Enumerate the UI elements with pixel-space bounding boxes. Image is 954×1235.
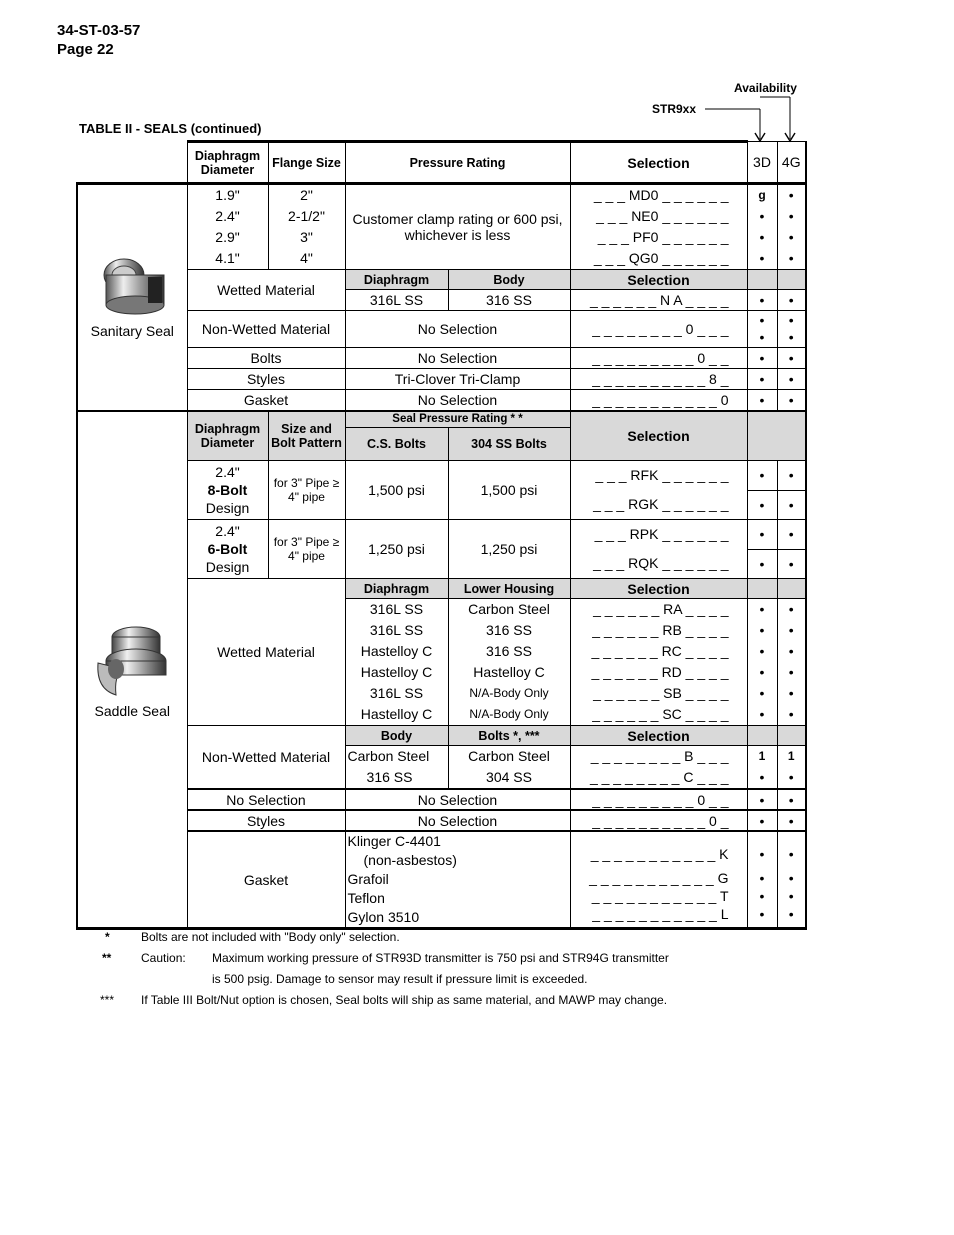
table-title: TABLE II - SEALS (continued) xyxy=(79,121,262,136)
bullet: • xyxy=(747,520,777,550)
saddle-nw-avail-4g: 1 • xyxy=(777,746,806,790)
sanitary-selection-hdr: Selection xyxy=(570,270,747,290)
sanitary-styles-value: Tri-Clover Tri-Clamp xyxy=(345,369,570,390)
bullet: • xyxy=(747,348,777,369)
sanitary-bolts-code: _ _ _ _ _ _ _ _ _ 0 _ _ xyxy=(570,348,747,369)
sanitary-diameters: 1.9" 2.4" 2.9" 4.1" xyxy=(187,184,268,270)
sanitary-wetted-label: Wetted Material xyxy=(187,270,345,311)
saddle-styles-label: Styles xyxy=(187,810,345,831)
saddle-8bolt-codes: _ _ _ RFK _ _ _ _ _ _ _ _ _ RGK _ _ _ _ _ _ xyxy=(570,461,747,520)
sanitary-nonwetted-code: _ _ _ _ _ _ _ _ 0 _ _ _ xyxy=(570,311,747,348)
saddle-wetted-hdr-diaphragm: Diaphragm xyxy=(345,579,448,599)
bullet: • xyxy=(747,490,777,520)
footnote-2-mark: ** xyxy=(102,951,112,965)
saddle-8bolt-pipe: for 3" Pipe ≥ 4" pipe xyxy=(268,461,345,520)
saddle-gasket-codes: _ _ _ _ _ _ _ _ _ _ _ K _ _ _ _ _ _ _ _ _ _ _ G _ _ _ _ _ _ _ _ _ _ _ T _ _ _ _ _ _ _ _ _ _ _ L xyxy=(570,831,747,929)
sanitary-codes: _ _ _ MD0 _ _ _ _ _ _ _ _ _ NE0 _ _ _ _ _ _ _ _ _ PF0 _ _ _ _ _ _ _ _ _ QG0 _ _ _ _ _ _ xyxy=(570,184,747,270)
saddle-seal-image xyxy=(92,619,172,699)
saddle-styles-code: _ _ _ _ _ _ _ _ _ _ 0 _ xyxy=(570,810,747,831)
saddle-gasket-avail-3d: • • • • xyxy=(747,831,777,929)
saddle-wetted-label: Wetted Material xyxy=(187,579,345,726)
bullet: • xyxy=(747,789,777,810)
footnote-3-mark: *** xyxy=(100,993,115,1007)
sanitary-gasket-code: _ _ _ _ _ _ _ _ _ _ _ 0 xyxy=(570,390,747,411)
saddle-seal-label: Saddle Seal xyxy=(94,703,170,720)
saddle-nw-avail-3d: 1 • xyxy=(747,746,777,790)
bullet: • xyxy=(777,549,806,579)
sanitary-seal-label: Sanitary Seal xyxy=(90,323,174,340)
saddle-wetted-diaphragms: 316L SS 316L SS Hastelloy C Hastelloy C 316L SS Hastelloy C xyxy=(345,599,448,726)
saddle-8bolt-cs: 1,500 psi xyxy=(345,461,448,520)
bullet-pair: • • xyxy=(747,311,777,348)
saddle-nw-bolts: Carbon Steel 304 SS xyxy=(448,746,570,790)
bullet: • xyxy=(777,810,806,831)
saddle-noselect-code: _ _ _ _ _ _ _ _ _ 0 _ _ xyxy=(570,789,747,810)
sanitary-gasket-value: No Selection xyxy=(345,390,570,411)
sanitary-styles-label: Styles xyxy=(187,369,345,390)
col-diaphragm-diameter: Diaphragm Diameter xyxy=(187,142,268,184)
col-flange-size: Flange Size xyxy=(268,142,345,184)
sanitary-nonwetted-label: Non-Wetted Material xyxy=(187,311,345,348)
footnote-1-mark: * xyxy=(105,930,110,944)
sanitary-seal-image xyxy=(96,255,168,319)
saddle-nw-bodies: Carbon Steel 316 SS xyxy=(345,746,448,790)
sanitary-pressure: Customer clamp rating or 600 psi, whichever is less xyxy=(345,184,570,270)
saddle-seal-cell xyxy=(77,411,187,929)
bullet: • xyxy=(747,549,777,579)
sanitary-avail-4g: • • • • xyxy=(777,184,806,270)
bullet: • xyxy=(777,348,806,369)
saddle-6bolt-codes: _ _ _ RPK _ _ _ _ _ _ _ _ _ RQK _ _ _ _ _ _ xyxy=(570,520,747,579)
footnote-1-text: Bolts are not included with "Body only" selection. xyxy=(141,930,400,944)
bullet: • xyxy=(777,490,806,520)
sanitary-bolts-value: No Selection xyxy=(345,348,570,369)
footnote-2-text-1: Maximum working pressure of STR93D transmitter is 750 psi and STR94G transmitter xyxy=(212,951,669,965)
saddle-noselect-value: No Selection xyxy=(345,789,570,810)
saddle-wetted-housings: Carbon Steel 316 SS 316 SS Hastelloy C N/A-Body Only N/A-Body Only xyxy=(448,599,570,726)
bullet: • xyxy=(777,290,806,311)
saddle-6bolt-pipe: for 3" Pipe ≥ 4" pipe xyxy=(268,520,345,579)
sanitary-wetted-diaphragm: 316L SS xyxy=(345,290,448,311)
saddle-hdr-size: Size and Bolt Pattern xyxy=(268,411,345,461)
saddle-8bolt-diameter: 2.4" 8-Bolt Design xyxy=(187,461,268,520)
bullet: • xyxy=(777,369,806,390)
sanitary-wetted-code: _ _ _ _ _ _ N A _ _ _ _ xyxy=(570,290,747,311)
saddle-nw-hdr-selection: Selection xyxy=(570,726,747,746)
footnote-2-text-2: is 500 psig. Damage to sensor may result if pressure limit is exceeded. xyxy=(212,972,588,986)
sanitary-body-hdr: Body xyxy=(448,270,570,290)
availability-arrows xyxy=(700,95,810,145)
saddle-wetted-hdr-housing: Lower Housing xyxy=(448,579,570,599)
availability-label: Availability xyxy=(734,81,797,95)
saddle-styles-value: No Selection xyxy=(345,810,570,831)
footnote-2-label: Caution: xyxy=(141,951,186,965)
saddle-nw-hdr-bolts: Bolts *, *** xyxy=(448,726,570,746)
saddle-hdr-diaphragm: Diaphragm Diameter xyxy=(187,411,268,461)
sanitary-diaphragm-hdr: Diaphragm xyxy=(345,270,448,290)
saddle-hdr-cs: C.S. Bolts xyxy=(345,428,448,461)
bullet: • xyxy=(777,461,806,491)
saddle-8bolt-ss: 1,500 psi xyxy=(448,461,570,520)
saddle-hdr-ss: 304 SS Bolts xyxy=(448,428,570,461)
saddle-6bolt-ss: 1,250 psi xyxy=(448,520,570,579)
saddle-wetted-avail-4g: • • • • • • xyxy=(777,599,806,726)
col-pressure-rating: Pressure Rating xyxy=(345,142,570,184)
saddle-wetted-avail-3d: • • • • • • xyxy=(747,599,777,726)
bullet: • xyxy=(777,789,806,810)
document-number: 34-ST-03-57 xyxy=(57,22,141,39)
sanitary-flanges: 2" 2-1/2" 3" 4" xyxy=(268,184,345,270)
sanitary-seal-cell xyxy=(77,184,187,411)
saddle-nw-hdr-body: Body xyxy=(345,726,448,746)
sanitary-nonwetted-value: No Selection xyxy=(345,311,570,348)
saddle-6bolt-diameter: 2.4" 6-Bolt Design xyxy=(187,520,268,579)
sanitary-wetted-body: 316 SS xyxy=(448,290,570,311)
col-3d: 3D xyxy=(747,142,777,184)
bullet: • xyxy=(777,390,806,411)
bullet: • xyxy=(747,390,777,411)
saddle-nonwetted-label: Non-Wetted Material xyxy=(187,726,345,790)
bullet: • xyxy=(747,461,777,491)
page-number: Page 22 xyxy=(57,41,114,58)
sanitary-avail-3d: g • • • xyxy=(747,184,777,270)
sanitary-gasket-label: Gasket xyxy=(187,390,345,411)
model-label: STR9xx xyxy=(652,102,697,116)
bullet: • xyxy=(747,369,777,390)
sanitary-bolts-label: Bolts xyxy=(187,348,345,369)
saddle-noselect-label: No Selection xyxy=(187,789,345,810)
saddle-wetted-codes: _ _ _ _ _ _ RA _ _ _ _ _ _ _ _ _ _ RB _ _ _ _ _ _ _ _ _ _ RC _ _ _ _ _ _ _ _ _ _ RD _ _ _ _ _ _ _ _ _ _ SB _ _ _ _ _ _ _ _ _ _ SC _ _ _ _ xyxy=(570,599,747,726)
saddle-wetted-hdr-selection: Selection xyxy=(570,579,747,599)
saddle-gasket-avail-4g: • • • • xyxy=(777,831,806,929)
footnote-3-text: If Table III Bolt/Nut option is chosen, Seal bolts will ship as same material, and MAWP may change. xyxy=(141,993,668,1007)
saddle-6bolt-cs: 1,250 psi xyxy=(345,520,448,579)
bullet-pair: • • xyxy=(777,311,806,348)
bullet: • xyxy=(777,520,806,550)
saddle-hdr-selection: Selection xyxy=(570,411,747,461)
saddle-gasket-label: Gasket xyxy=(187,831,345,929)
col-selection: Selection xyxy=(570,142,747,184)
seals-table xyxy=(76,140,807,930)
bullet: • xyxy=(747,290,777,311)
saddle-gasket-list: Klinger C-4401 (non-asbestos) Grafoil Teflon Gylon 3510 xyxy=(345,831,570,929)
sanitary-styles-code: _ _ _ _ _ _ _ _ _ _ 8 _ xyxy=(570,369,747,390)
bullet: • xyxy=(747,810,777,831)
saddle-nw-codes: _ _ _ _ _ _ _ _ B _ _ _ _ _ _ _ _ _ _ _ C _ _ _ xyxy=(570,746,747,790)
col-4g: 4G xyxy=(777,142,806,184)
saddle-hdr-rating: Seal Pressure Rating * * xyxy=(345,411,570,428)
